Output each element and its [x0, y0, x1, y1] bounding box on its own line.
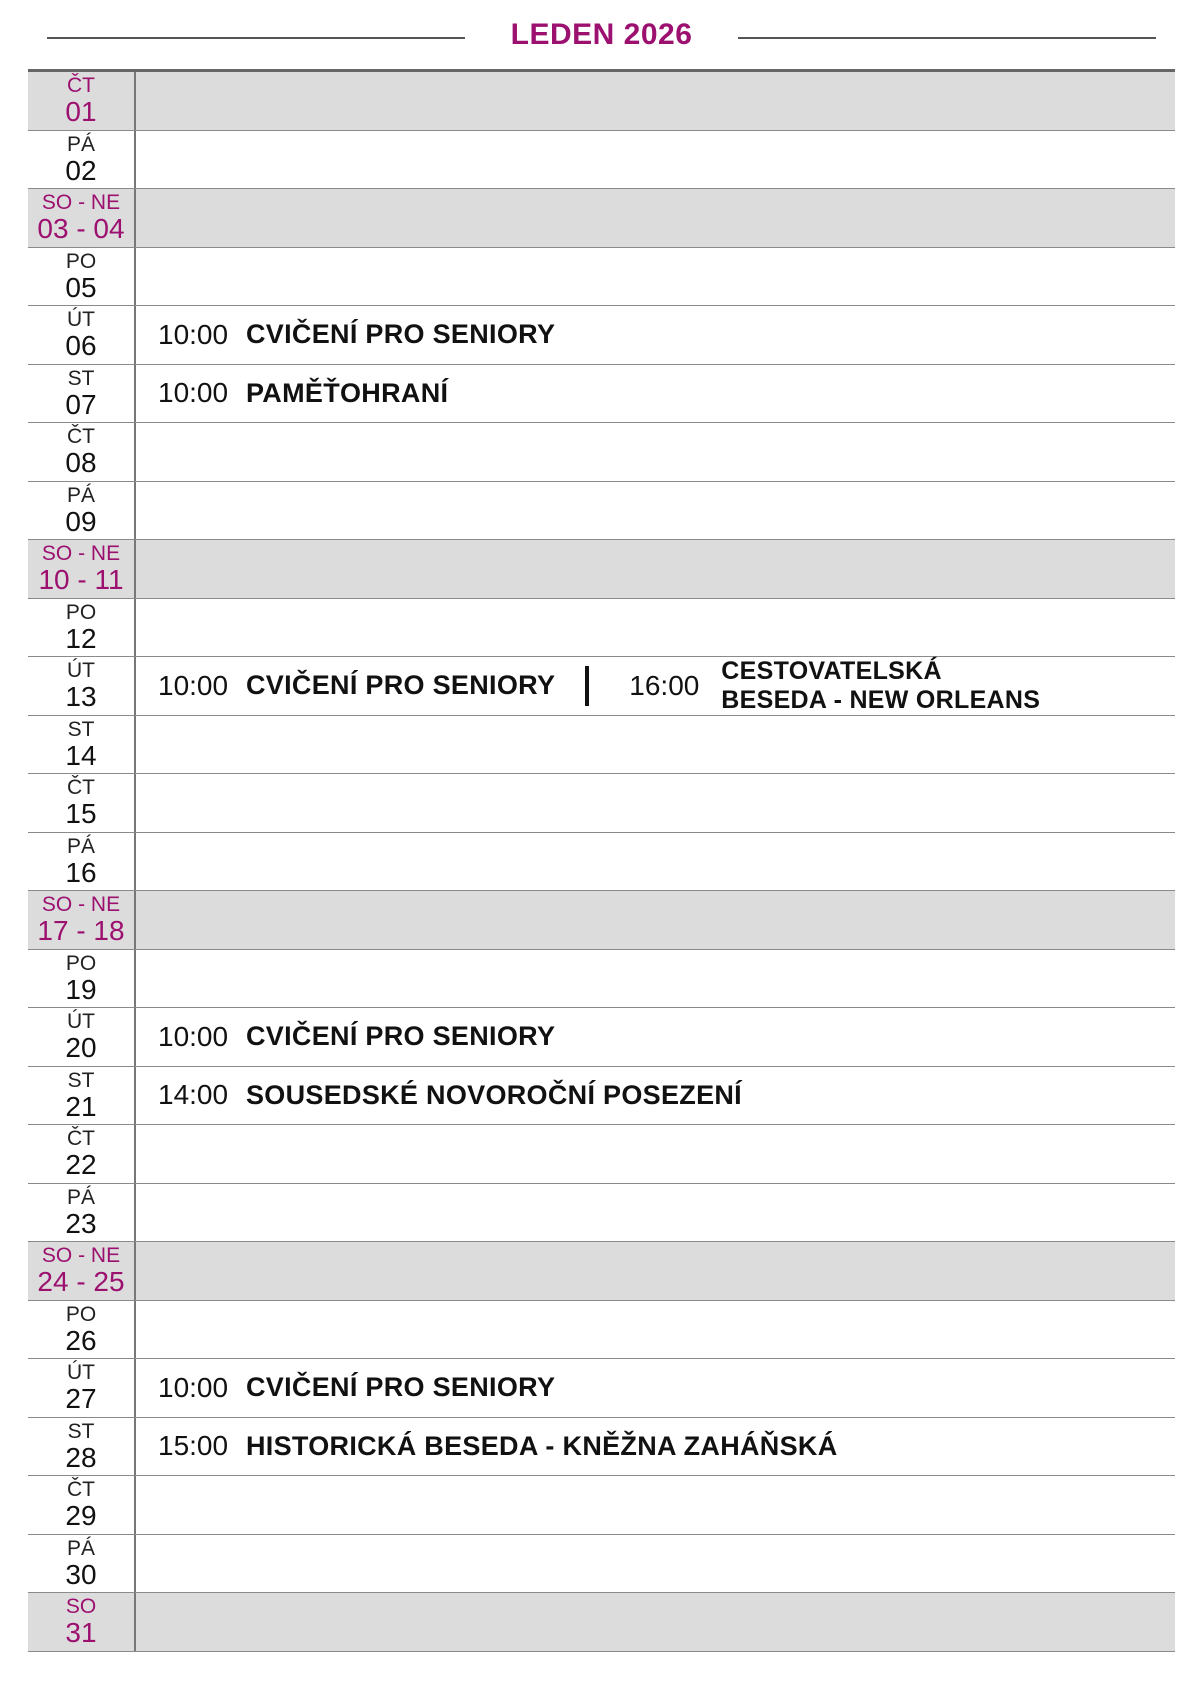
event-item: [158, 319, 555, 351]
event-time: 10:00: [158, 377, 229, 409]
day-label: [28, 72, 136, 130]
day-label: [28, 1359, 136, 1417]
day-row: [28, 1008, 1175, 1067]
day-label: [28, 306, 136, 364]
day-events: [136, 1593, 1175, 1651]
day-number: 13: [65, 681, 97, 713]
day-row: [28, 1593, 1175, 1652]
day-row: [28, 1242, 1175, 1301]
day-row: [28, 657, 1175, 716]
day-number: 22: [65, 1149, 97, 1181]
day-row: [28, 72, 1175, 131]
day-row: [28, 306, 1175, 365]
day-number: 14: [65, 739, 97, 771]
day-events: [136, 72, 1175, 130]
day-number: 07: [65, 388, 97, 420]
day-row: [28, 1535, 1175, 1594]
day-events: [136, 1535, 1175, 1593]
day-events: [136, 540, 1175, 598]
event-item: [158, 1021, 555, 1053]
day-of-week: PÁ: [66, 1536, 95, 1560]
day-label: [28, 1535, 136, 1593]
header-rule-left: [47, 37, 465, 39]
day-label: [28, 774, 136, 832]
day-events: [136, 774, 1175, 832]
header-rule-right: [738, 37, 1156, 39]
event-item: [158, 670, 555, 702]
day-events: [136, 248, 1175, 306]
day-of-week: PÁ: [66, 1185, 95, 1209]
event-time: 10:00: [158, 1020, 229, 1052]
event-title: CVIČENÍ PRO SENIORY: [246, 1372, 556, 1403]
day-row: [28, 189, 1175, 248]
day-events: [136, 657, 1175, 715]
day-row: [28, 423, 1175, 482]
day-label: [28, 1476, 136, 1534]
day-of-week: ST: [67, 717, 95, 741]
day-of-week: ČT: [67, 1127, 95, 1151]
day-events: [136, 1359, 1175, 1417]
day-label: [28, 716, 136, 774]
day-events: [136, 1418, 1175, 1476]
day-events: [136, 1242, 1175, 1300]
day-label: [28, 833, 136, 891]
event-separator: [585, 666, 589, 706]
day-row: [28, 774, 1175, 833]
day-of-week: ČT: [67, 425, 95, 449]
day-label: [28, 1125, 136, 1183]
day-events: [136, 1067, 1175, 1125]
day-number: 23: [65, 1207, 97, 1239]
event-title: PAMĚŤOHRANÍ: [246, 377, 449, 408]
day-label: [28, 1008, 136, 1066]
day-of-week: SO: [65, 1595, 97, 1619]
event-title: CVIČENÍ PRO SENIORY: [246, 1021, 556, 1052]
day-label: [28, 950, 136, 1008]
day-label: [28, 1184, 136, 1242]
day-of-week: PO: [65, 951, 97, 975]
day-number: 01: [65, 96, 97, 128]
day-label: [28, 1593, 136, 1651]
event-time: 15:00: [158, 1430, 229, 1462]
day-number: 05: [65, 271, 97, 303]
day-of-week: ÚT: [67, 1010, 95, 1034]
day-number: 12: [65, 622, 97, 654]
day-number: 20: [65, 1032, 97, 1064]
day-label: [28, 1067, 136, 1125]
day-row: [28, 482, 1175, 541]
event-item: [629, 657, 1051, 715]
day-row: [28, 248, 1175, 307]
day-label: [28, 189, 136, 247]
event-item: [158, 1079, 742, 1111]
day-number: 30: [65, 1558, 97, 1590]
event-title: SOUSEDSKÉ NOVOROČNÍ POSEZENÍ: [246, 1079, 742, 1110]
day-of-week: ÚT: [67, 659, 95, 683]
day-number: 29: [65, 1500, 97, 1532]
day-row: [28, 1184, 1175, 1243]
day-of-week: ST: [67, 1068, 95, 1092]
day-row: [28, 599, 1175, 658]
day-row: [28, 1301, 1175, 1360]
day-events: [136, 1008, 1175, 1066]
day-number: 06: [65, 330, 97, 362]
day-of-week: PO: [65, 600, 97, 624]
day-row: [28, 716, 1175, 775]
day-label: [28, 599, 136, 657]
event-title: CESTOVATELSKÁ BESEDA - NEW ORLEANS: [721, 657, 1041, 714]
event-item: [158, 377, 448, 409]
day-row: [28, 1418, 1175, 1477]
day-row: [28, 540, 1175, 599]
event-time: 10:00: [158, 669, 229, 701]
day-events: [136, 306, 1175, 364]
day-row: [28, 891, 1175, 950]
day-of-week: ST: [67, 366, 95, 390]
day-number: 08: [65, 447, 97, 479]
day-of-week: PO: [65, 249, 97, 273]
event-title: CVIČENÍ PRO SENIORY: [246, 670, 556, 701]
day-of-week: ÚT: [67, 1361, 95, 1385]
day-number: 24 - 25: [37, 1266, 125, 1298]
day-events: [136, 365, 1175, 423]
day-label: [28, 657, 136, 715]
event-time: 14:00: [158, 1079, 229, 1111]
day-label: [28, 1301, 136, 1359]
day-row: [28, 1067, 1175, 1126]
day-events: [136, 423, 1175, 481]
day-row: [28, 131, 1175, 190]
event-time: 16:00: [629, 669, 700, 701]
day-number: 31: [65, 1617, 97, 1649]
day-number: 16: [65, 856, 97, 888]
day-number: 19: [65, 973, 97, 1005]
day-label: [28, 891, 136, 949]
day-number: 17 - 18: [37, 915, 125, 947]
day-of-week: ÚT: [67, 308, 95, 332]
day-label: [28, 482, 136, 540]
day-number: 26: [65, 1324, 97, 1356]
day-row: [28, 365, 1175, 424]
calendar-table: [28, 69, 1175, 1652]
event-title: CVIČENÍ PRO SENIORY: [246, 319, 556, 350]
day-number: 09: [65, 505, 97, 537]
day-label: [28, 540, 136, 598]
day-number: 27: [65, 1383, 97, 1415]
day-label: [28, 1418, 136, 1476]
day-events: [136, 716, 1175, 774]
day-of-week: SO - NE: [41, 1244, 121, 1268]
page-title: LEDEN 2026: [510, 18, 693, 51]
day-number: 28: [65, 1441, 97, 1473]
day-label: [28, 131, 136, 189]
event-item: [158, 1430, 838, 1462]
event-title: HISTORICKÁ BESEDA - KNĚŽNA ZAHÁŇSKÁ: [246, 1430, 838, 1461]
day-events: [136, 1125, 1175, 1183]
page-header: [0, 14, 1200, 62]
day-of-week: PÁ: [66, 132, 95, 156]
day-events: [136, 599, 1175, 657]
day-number: 21: [65, 1090, 97, 1122]
day-label: [28, 365, 136, 423]
day-events: [136, 1301, 1175, 1359]
day-label: [28, 423, 136, 481]
day-events: [136, 891, 1175, 949]
day-number: 10 - 11: [38, 564, 124, 596]
event-item: [158, 1372, 555, 1404]
event-time: 10:00: [158, 1371, 229, 1403]
day-number: 15: [65, 798, 97, 830]
day-events: [136, 1184, 1175, 1242]
day-of-week: ČT: [67, 776, 95, 800]
day-events: [136, 482, 1175, 540]
day-label: [28, 248, 136, 306]
day-of-week: ČT: [67, 74, 95, 98]
day-row: [28, 1476, 1175, 1535]
day-events: [136, 131, 1175, 189]
day-row: [28, 833, 1175, 892]
day-row: [28, 1359, 1175, 1418]
day-label: [28, 1242, 136, 1300]
day-of-week: ČT: [67, 1478, 95, 1502]
day-of-week: SO - NE: [41, 893, 121, 917]
event-time: 10:00: [158, 318, 229, 350]
day-of-week: ST: [67, 1419, 95, 1443]
day-events: [136, 1476, 1175, 1534]
day-of-week: SO - NE: [41, 191, 121, 215]
day-events: [136, 189, 1175, 247]
day-row: [28, 1125, 1175, 1184]
day-number: 02: [65, 154, 97, 186]
day-row: [28, 950, 1175, 1009]
day-events: [136, 950, 1175, 1008]
day-of-week: PÁ: [66, 834, 95, 858]
day-number: 03 - 04: [37, 213, 125, 245]
day-of-week: PO: [65, 1302, 97, 1326]
day-of-week: PÁ: [66, 483, 95, 507]
day-of-week: SO - NE: [41, 542, 121, 566]
day-events: [136, 833, 1175, 891]
